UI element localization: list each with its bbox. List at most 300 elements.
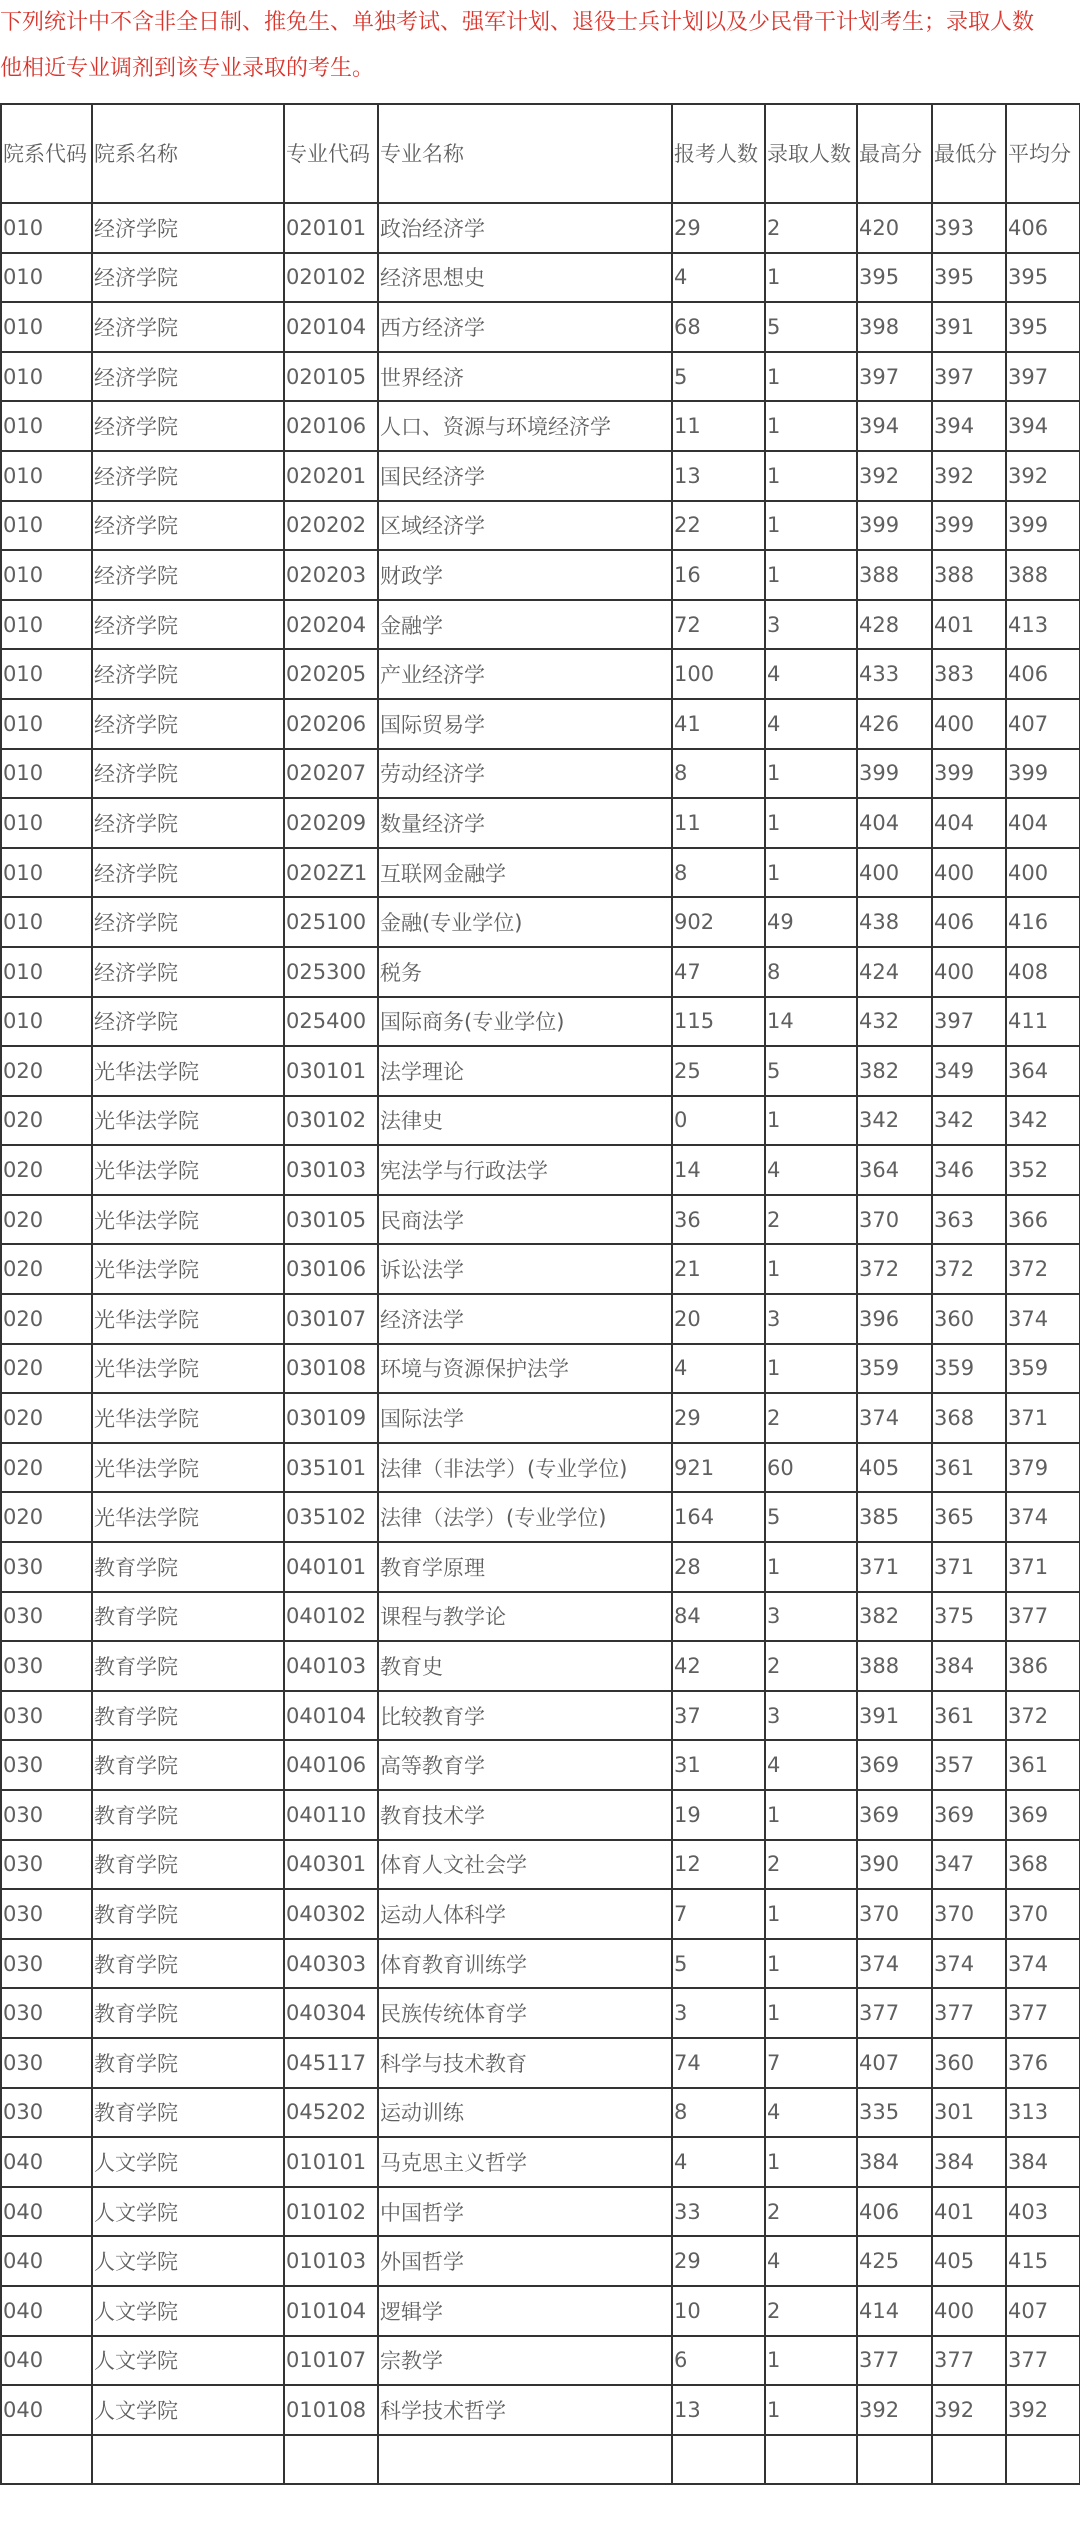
cell-avg-score: 406 [1006, 649, 1080, 699]
cell-min-score: 361 [932, 1691, 1006, 1741]
cell-admitted: 5 [765, 302, 857, 352]
cell-max-score: 399 [857, 749, 932, 799]
table-body [1, 203, 1080, 2484]
cell-applicants: 29 [672, 1393, 765, 1443]
cell-major-code: 020102 [284, 253, 378, 303]
cell-dept-code: 030 [1, 1641, 92, 1691]
cell-dept-name: 光华法学院 [92, 1244, 284, 1294]
cell-avg-score: 364 [1006, 1046, 1080, 1096]
cell-avg-score: 406 [1006, 203, 1080, 253]
header-avg-score: 平均分 [1006, 104, 1080, 203]
table-row [1, 1740, 1080, 1790]
cell-avg-score: 379 [1006, 1443, 1080, 1493]
cell-major-code: 045117 [284, 2038, 378, 2088]
cell-admitted: 1 [765, 1889, 857, 1939]
cell-max-score: 388 [857, 1641, 932, 1691]
cell-major-code: 0202Z1 [284, 848, 378, 898]
cell-major-name: 教育学原理 [378, 1542, 672, 1592]
cell-min-score: 347 [932, 1840, 1006, 1890]
cell-applicants: 3 [672, 1988, 765, 2038]
cell-min-score: 363 [932, 1195, 1006, 1245]
cell-applicants: 11 [672, 401, 765, 451]
cell-min-score: 370 [932, 1889, 1006, 1939]
cell-dept-name: 经济学院 [92, 253, 284, 303]
cell-min-score: 365 [932, 1492, 1006, 1542]
cell-dept-code: 020 [1, 1244, 92, 1294]
cell-major-code: 045202 [284, 2088, 378, 2138]
cell-applicants: 14 [672, 1145, 765, 1195]
cell-avg-score: 388 [1006, 550, 1080, 600]
cell-min-score: 400 [932, 848, 1006, 898]
cell-avg-score: 395 [1006, 253, 1080, 303]
table-row [1, 947, 1080, 997]
cell-major-code: 030103 [284, 1145, 378, 1195]
cell-dept-code: 010 [1, 600, 92, 650]
cell-avg-score [1006, 2435, 1080, 2485]
cell-admitted: 2 [765, 1840, 857, 1890]
table-row [1, 798, 1080, 848]
cell-dept-name: 人文学院 [92, 2385, 284, 2435]
cell-major-code: 035102 [284, 1492, 378, 1542]
cell-min-score: 357 [932, 1740, 1006, 1790]
cell-dept-code: 030 [1, 1988, 92, 2038]
cell-dept-name: 经济学院 [92, 997, 284, 1047]
cell-max-score: 369 [857, 1740, 932, 1790]
cell-dept-code: 030 [1, 2038, 92, 2088]
cell-max-score: 420 [857, 203, 932, 253]
cell-major-name: 法律（法学）(专业学位) [378, 1492, 672, 1542]
cell-dept-code: 040 [1, 2336, 92, 2386]
cell-major-code: 040103 [284, 1641, 378, 1691]
cell-admitted: 3 [765, 1691, 857, 1741]
cell-dept-name: 经济学院 [92, 798, 284, 848]
cell-admitted: 3 [765, 1592, 857, 1642]
cell-major-name [378, 2435, 672, 2485]
cell-dept-code: 030 [1, 1840, 92, 1890]
cell-major-name: 劳动经济学 [378, 749, 672, 799]
cell-max-score: 404 [857, 798, 932, 848]
cell-min-score: 400 [932, 947, 1006, 997]
cell-admitted: 2 [765, 2187, 857, 2237]
cell-avg-score: 376 [1006, 2038, 1080, 2088]
cell-applicants: 47 [672, 947, 765, 997]
cell-min-score: 377 [932, 1988, 1006, 2038]
cell-max-score: 335 [857, 2088, 932, 2138]
cell-dept-code: 010 [1, 401, 92, 451]
table-row [1, 2137, 1080, 2187]
cell-major-code: 040304 [284, 1988, 378, 2038]
table-row [1, 1393, 1080, 1443]
cell-avg-score: 374 [1006, 1939, 1080, 1989]
cell-admitted: 2 [765, 1195, 857, 1245]
table-row [1, 2187, 1080, 2237]
table-row [1, 1244, 1080, 1294]
cell-admitted: 1 [765, 798, 857, 848]
cell-major-name: 金融学 [378, 600, 672, 650]
table-row [1, 2385, 1080, 2435]
cell-max-score: 370 [857, 1195, 932, 1245]
cell-max-score: 388 [857, 550, 932, 600]
cell-dept-code: 010 [1, 501, 92, 551]
cell-major-code: 020201 [284, 451, 378, 501]
admission-table [0, 103, 1080, 2485]
cell-min-score: 397 [932, 997, 1006, 1047]
cell-min-score: 392 [932, 451, 1006, 501]
cell-dept-code: 030 [1, 1939, 92, 1989]
cell-admitted: 1 [765, 352, 857, 402]
cell-dept-name: 教育学院 [92, 2038, 284, 2088]
cell-dept-name [92, 2435, 284, 2485]
cell-min-score: 342 [932, 1096, 1006, 1146]
cell-avg-score: 374 [1006, 1294, 1080, 1344]
cell-max-score: 370 [857, 1889, 932, 1939]
cell-applicants: 28 [672, 1542, 765, 1592]
cell-applicants: 72 [672, 600, 765, 650]
cell-admitted: 1 [765, 253, 857, 303]
cell-avg-score: 386 [1006, 1641, 1080, 1691]
cell-max-score: 382 [857, 1046, 932, 1096]
cell-dept-code: 030 [1, 1889, 92, 1939]
cell-avg-score: 377 [1006, 1988, 1080, 2038]
table-row [1, 1195, 1080, 1245]
table-row [1, 1840, 1080, 1890]
cell-major-name: 环境与资源保护法学 [378, 1344, 672, 1394]
cell-max-score: 433 [857, 649, 932, 699]
cell-min-score: 400 [932, 699, 1006, 749]
cell-min-score: 401 [932, 2187, 1006, 2237]
table-row [1, 649, 1080, 699]
cell-dept-code: 010 [1, 203, 92, 253]
cell-major-code [284, 2435, 378, 2485]
cell-major-name: 高等教育学 [378, 1740, 672, 1790]
cell-major-code: 020106 [284, 401, 378, 451]
cell-admitted: 4 [765, 1145, 857, 1195]
cell-dept-code: 030 [1, 1691, 92, 1741]
cell-applicants: 4 [672, 253, 765, 303]
cell-avg-score: 371 [1006, 1393, 1080, 1443]
cell-applicants: 13 [672, 2385, 765, 2435]
cell-applicants: 115 [672, 997, 765, 1047]
cell-dept-code: 020 [1, 1294, 92, 1344]
cell-dept-name: 光华法学院 [92, 1344, 284, 1394]
cell-applicants: 5 [672, 352, 765, 402]
cell-max-score: 399 [857, 501, 932, 551]
cell-min-score: 395 [932, 253, 1006, 303]
cell-max-score: 396 [857, 1294, 932, 1344]
table-row [1, 1294, 1080, 1344]
cell-dept-name: 经济学院 [92, 401, 284, 451]
cell-avg-score: 371 [1006, 1542, 1080, 1592]
cell-avg-score: 407 [1006, 2286, 1080, 2336]
cell-avg-score: 403 [1006, 2187, 1080, 2237]
cell-admitted: 60 [765, 1443, 857, 1493]
cell-dept-name: 经济学院 [92, 203, 284, 253]
cell-admitted: 4 [765, 2088, 857, 2138]
cell-avg-score: 395 [1006, 302, 1080, 352]
cell-applicants: 10 [672, 2286, 765, 2336]
cell-admitted: 1 [765, 1542, 857, 1592]
note-line-2: 他相近专业调剂到该专业录取的考生。 [0, 56, 375, 81]
cell-major-code: 020101 [284, 203, 378, 253]
cell-applicants: 84 [672, 1592, 765, 1642]
cell-dept-name: 光华法学院 [92, 1096, 284, 1146]
cell-max-score: 390 [857, 1840, 932, 1890]
cell-major-code: 035101 [284, 1443, 378, 1493]
cell-dept-name: 经济学院 [92, 501, 284, 551]
cell-avg-score: 342 [1006, 1096, 1080, 1146]
cell-major-code: 040101 [284, 1542, 378, 1592]
cell-dept-name: 经济学院 [92, 451, 284, 501]
cell-max-score: 398 [857, 302, 932, 352]
cell-applicants: 41 [672, 699, 765, 749]
cell-applicants: 6 [672, 2336, 765, 2386]
cell-major-code: 020202 [284, 501, 378, 551]
cell-dept-code: 010 [1, 699, 92, 749]
cell-admitted: 8 [765, 947, 857, 997]
table-row [1, 749, 1080, 799]
cell-applicants [672, 2435, 765, 2485]
cell-major-name: 体育人文社会学 [378, 1840, 672, 1890]
cell-dept-code: 010 [1, 253, 92, 303]
cell-dept-name: 光华法学院 [92, 1393, 284, 1443]
table-header-row [1, 104, 1080, 203]
table-row [1, 1344, 1080, 1394]
cell-dept-code: 030 [1, 1740, 92, 1790]
cell-min-score: 301 [932, 2088, 1006, 2138]
cell-dept-name: 教育学院 [92, 1592, 284, 1642]
cell-major-name: 经济思想史 [378, 253, 672, 303]
cell-dept-name: 光华法学院 [92, 1046, 284, 1096]
cell-major-code: 030107 [284, 1294, 378, 1344]
table-row [1, 897, 1080, 947]
cell-applicants: 100 [672, 649, 765, 699]
cell-admitted: 1 [765, 1096, 857, 1146]
cell-dept-code: 020 [1, 1393, 92, 1443]
cell-max-score [857, 2435, 932, 2485]
cell-dept-name: 人文学院 [92, 2236, 284, 2286]
cell-major-name: 教育技术学 [378, 1790, 672, 1840]
cell-avg-score: 374 [1006, 1492, 1080, 1542]
cell-dept-name: 教育学院 [92, 1641, 284, 1691]
cell-max-score: 414 [857, 2286, 932, 2336]
cell-avg-score: 416 [1006, 897, 1080, 947]
cell-major-code: 010107 [284, 2336, 378, 2386]
cell-max-score: 426 [857, 699, 932, 749]
cell-major-code: 040110 [284, 1790, 378, 1840]
cell-avg-score: 313 [1006, 2088, 1080, 2138]
cell-dept-code: 010 [1, 550, 92, 600]
cell-avg-score: 370 [1006, 1889, 1080, 1939]
cell-major-name: 财政学 [378, 550, 672, 600]
cell-max-score: 372 [857, 1244, 932, 1294]
cell-major-code: 010103 [284, 2236, 378, 2286]
table-row [1, 1790, 1080, 1840]
cell-major-code: 040104 [284, 1691, 378, 1741]
cell-major-name: 民商法学 [378, 1195, 672, 1245]
cell-min-score: 383 [932, 649, 1006, 699]
cell-dept-name: 教育学院 [92, 1542, 284, 1592]
cell-min-score: 374 [932, 1939, 1006, 1989]
cell-admitted: 4 [765, 1740, 857, 1790]
cell-major-code: 020209 [284, 798, 378, 848]
table-row [1, 1542, 1080, 1592]
cell-max-score: 400 [857, 848, 932, 898]
cell-dept-code: 040 [1, 2286, 92, 2336]
cell-applicants: 37 [672, 1691, 765, 1741]
cell-dept-name: 经济学院 [92, 749, 284, 799]
cell-max-score: 407 [857, 2038, 932, 2088]
cell-avg-score: 372 [1006, 1244, 1080, 1294]
cell-max-score: 392 [857, 451, 932, 501]
cell-major-code: 020204 [284, 600, 378, 650]
cell-dept-code: 020 [1, 1443, 92, 1493]
cell-min-score: 391 [932, 302, 1006, 352]
cell-major-code: 030102 [284, 1096, 378, 1146]
cell-dept-code: 010 [1, 352, 92, 402]
cell-major-name: 马克思主义哲学 [378, 2137, 672, 2187]
cell-avg-score: 361 [1006, 1740, 1080, 1790]
cell-applicants: 29 [672, 2236, 765, 2286]
table-row [1, 2236, 1080, 2286]
cell-dept-name: 经济学院 [92, 550, 284, 600]
cell-max-score: 405 [857, 1443, 932, 1493]
cell-major-code: 030106 [284, 1244, 378, 1294]
cell-applicants: 19 [672, 1790, 765, 1840]
table-row [1, 1988, 1080, 2038]
cell-dept-name: 经济学院 [92, 947, 284, 997]
header-dept-code: 院系代码 [1, 104, 92, 203]
cell-admitted: 1 [765, 401, 857, 451]
cell-major-name: 法律史 [378, 1096, 672, 1146]
table-row [1, 2088, 1080, 2138]
cell-max-score: 377 [857, 1988, 932, 2038]
cell-major-code: 010104 [284, 2286, 378, 2336]
cell-dept-name: 经济学院 [92, 699, 284, 749]
cell-dept-name: 光华法学院 [92, 1492, 284, 1542]
cell-major-name: 课程与教学论 [378, 1592, 672, 1642]
table-row [1, 253, 1080, 303]
table-row [1, 848, 1080, 898]
cell-major-code: 030105 [284, 1195, 378, 1245]
cell-min-score: 401 [932, 600, 1006, 650]
cell-major-code: 030108 [284, 1344, 378, 1394]
table-note [0, 0, 1080, 92]
cell-max-score: 359 [857, 1344, 932, 1394]
cell-admitted: 1 [765, 1244, 857, 1294]
table-row [1, 1492, 1080, 1542]
cell-dept-code: 010 [1, 947, 92, 997]
cell-min-score: 392 [932, 2385, 1006, 2435]
table-row [1, 1889, 1080, 1939]
cell-applicants: 33 [672, 2187, 765, 2237]
cell-avg-score: 399 [1006, 501, 1080, 551]
cell-dept-name: 教育学院 [92, 1691, 284, 1741]
cell-avg-score: 400 [1006, 848, 1080, 898]
table-row [1, 2286, 1080, 2336]
cell-major-code: 025400 [284, 997, 378, 1047]
cell-dept-code: 010 [1, 749, 92, 799]
cell-major-name: 法学理论 [378, 1046, 672, 1096]
cell-avg-score: 377 [1006, 2336, 1080, 2386]
header-min-score: 最低分 [932, 104, 1006, 203]
cell-avg-score: 413 [1006, 600, 1080, 650]
table-row [1, 1691, 1080, 1741]
cell-major-name: 税务 [378, 947, 672, 997]
cell-dept-code: 010 [1, 649, 92, 699]
cell-applicants: 25 [672, 1046, 765, 1096]
cell-major-name: 民族传统体育学 [378, 1988, 672, 2038]
cell-admitted: 1 [765, 451, 857, 501]
cell-avg-score: 397 [1006, 352, 1080, 402]
cell-dept-code: 030 [1, 1592, 92, 1642]
table-row [1, 401, 1080, 451]
cell-min-score: 375 [932, 1592, 1006, 1642]
cell-major-code: 020104 [284, 302, 378, 352]
cell-dept-code: 020 [1, 1344, 92, 1394]
cell-max-score: 428 [857, 600, 932, 650]
cell-min-score: 384 [932, 2137, 1006, 2187]
cell-admitted: 7 [765, 2038, 857, 2088]
header-applicants: 报考人数 [672, 104, 765, 203]
cell-avg-score: 404 [1006, 798, 1080, 848]
cell-major-code: 025100 [284, 897, 378, 947]
cell-applicants: 31 [672, 1740, 765, 1790]
cell-dept-code: 020 [1, 1096, 92, 1146]
cell-admitted: 2 [765, 203, 857, 253]
cell-min-score: 372 [932, 1244, 1006, 1294]
cell-avg-score: 394 [1006, 401, 1080, 451]
cell-admitted: 3 [765, 600, 857, 650]
cell-applicants: 4 [672, 1344, 765, 1394]
cell-major-name: 运动训练 [378, 2088, 672, 2138]
cell-dept-name: 经济学院 [92, 649, 284, 699]
table-row [1, 1145, 1080, 1195]
cell-applicants: 21 [672, 1244, 765, 1294]
cell-major-name: 宗教学 [378, 2336, 672, 2386]
cell-major-name: 中国哲学 [378, 2187, 672, 2237]
cell-applicants: 8 [672, 2088, 765, 2138]
cell-admitted: 4 [765, 699, 857, 749]
cell-applicants: 902 [672, 897, 765, 947]
cell-dept-code: 040 [1, 2187, 92, 2237]
cell-max-score: 377 [857, 2336, 932, 2386]
cell-min-score: 399 [932, 749, 1006, 799]
cell-admitted: 1 [765, 1790, 857, 1840]
cell-major-name: 国际法学 [378, 1393, 672, 1443]
cell-major-code: 020205 [284, 649, 378, 699]
cell-admitted: 1 [765, 2385, 857, 2435]
cell-major-name: 法律（非法学）(专业学位) [378, 1443, 672, 1493]
table-row [1, 451, 1080, 501]
table-row [1, 203, 1080, 253]
table-row [1, 1096, 1080, 1146]
cell-max-score: 406 [857, 2187, 932, 2237]
cell-dept-code: 020 [1, 1046, 92, 1096]
cell-applicants: 29 [672, 203, 765, 253]
cell-avg-score: 399 [1006, 749, 1080, 799]
cell-applicants: 12 [672, 1840, 765, 1890]
cell-major-name: 比较教育学 [378, 1691, 672, 1741]
cell-admitted: 1 [765, 749, 857, 799]
cell-min-score: 388 [932, 550, 1006, 600]
cell-major-name: 运动人体科学 [378, 1889, 672, 1939]
cell-admitted [765, 2435, 857, 2485]
cell-dept-name: 经济学院 [92, 848, 284, 898]
cell-dept-code: 020 [1, 1492, 92, 1542]
cell-applicants: 5 [672, 1939, 765, 1989]
cell-dept-name: 人文学院 [92, 2286, 284, 2336]
cell-applicants: 74 [672, 2038, 765, 2088]
